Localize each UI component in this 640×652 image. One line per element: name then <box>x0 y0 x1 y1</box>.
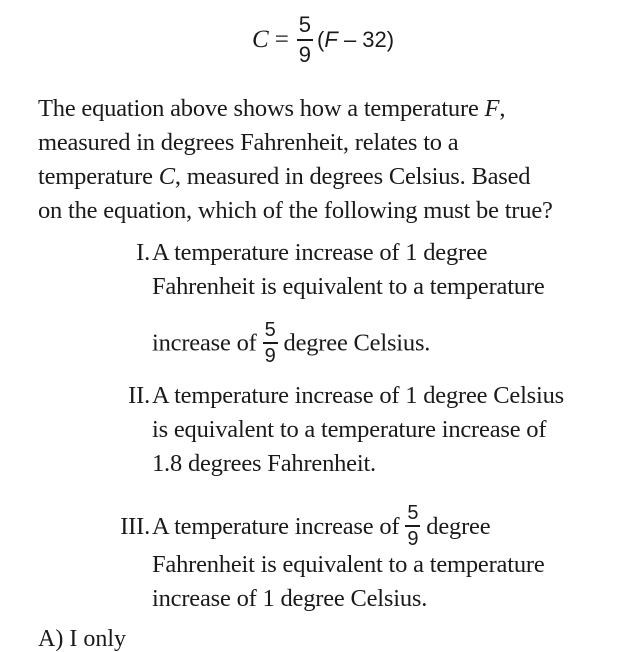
question-text: temperature <box>38 163 159 190</box>
statement-line: increase of 1 degree Celsius. <box>152 585 428 612</box>
open-paren: ( <box>317 27 325 52</box>
statement-line: A temperature increase of 1 degree Celsius <box>152 382 565 409</box>
question-text: , <box>499 95 506 122</box>
equation-equals: = <box>274 26 289 53</box>
equation-parenthetical <box>317 27 394 53</box>
fraction-bar <box>297 39 313 41</box>
statement-line: is equivalent to a temperature increase of <box>152 416 547 443</box>
answer-choice-a-cutoff: A) I only <box>38 626 126 652</box>
statement-numeral: I. <box>136 239 150 266</box>
statement-text: A temperature increase of <box>152 513 400 540</box>
statement-line <box>152 498 545 551</box>
statement-line: A temperature increase of 1 degree <box>152 239 488 266</box>
statement-numeral: III. <box>120 513 150 540</box>
variable-c: C <box>158 163 175 190</box>
fraction-bar <box>263 342 278 344</box>
statement-body <box>152 498 545 616</box>
fraction-numerator: 5 <box>264 319 276 341</box>
variable-f: F <box>484 95 500 122</box>
statement-text: degree <box>426 513 491 540</box>
fraction-numerator: 5 <box>407 502 419 525</box>
equation-lhs: C <box>252 26 269 53</box>
statement-line: Fahrenheit is equivalent to a temperature <box>152 551 545 578</box>
statement-line: Fahrenheit is equivalent to a temperature <box>152 273 545 300</box>
fraction-denominator: 9 <box>407 528 419 551</box>
statement-text: increase of <box>152 329 257 357</box>
statement-text: degree Celsius. <box>283 329 431 357</box>
conversion-equation <box>252 14 394 66</box>
fraction-numerator: 5 <box>298 12 312 37</box>
statement-fraction <box>405 503 420 549</box>
question-text: , measured in degrees Celsius. Based <box>174 163 531 190</box>
question-line: on the equation, which of the following must be true? <box>38 197 553 224</box>
question-line <box>38 92 636 126</box>
statement-body <box>152 379 564 481</box>
statement-body <box>152 236 545 368</box>
statement-fraction <box>263 320 278 366</box>
question-text: The equation above shows how a temperature <box>38 95 485 122</box>
equation-fraction <box>297 14 313 66</box>
statement-line: 1.8 degrees Fahrenheit. <box>152 450 376 477</box>
question-stem <box>38 92 636 228</box>
question-line: measured in degrees Fahrenheit, relates to a <box>38 129 459 156</box>
fraction-denominator: 9 <box>298 42 312 67</box>
question-line <box>38 160 636 194</box>
fraction-denominator: 9 <box>264 345 276 367</box>
equation-minus-const: – 32) <box>337 27 395 52</box>
statement-numeral: II. <box>128 382 150 409</box>
fraction-bar <box>405 525 420 527</box>
equation-var-f: F <box>324 27 338 52</box>
statement-line <box>152 319 545 368</box>
